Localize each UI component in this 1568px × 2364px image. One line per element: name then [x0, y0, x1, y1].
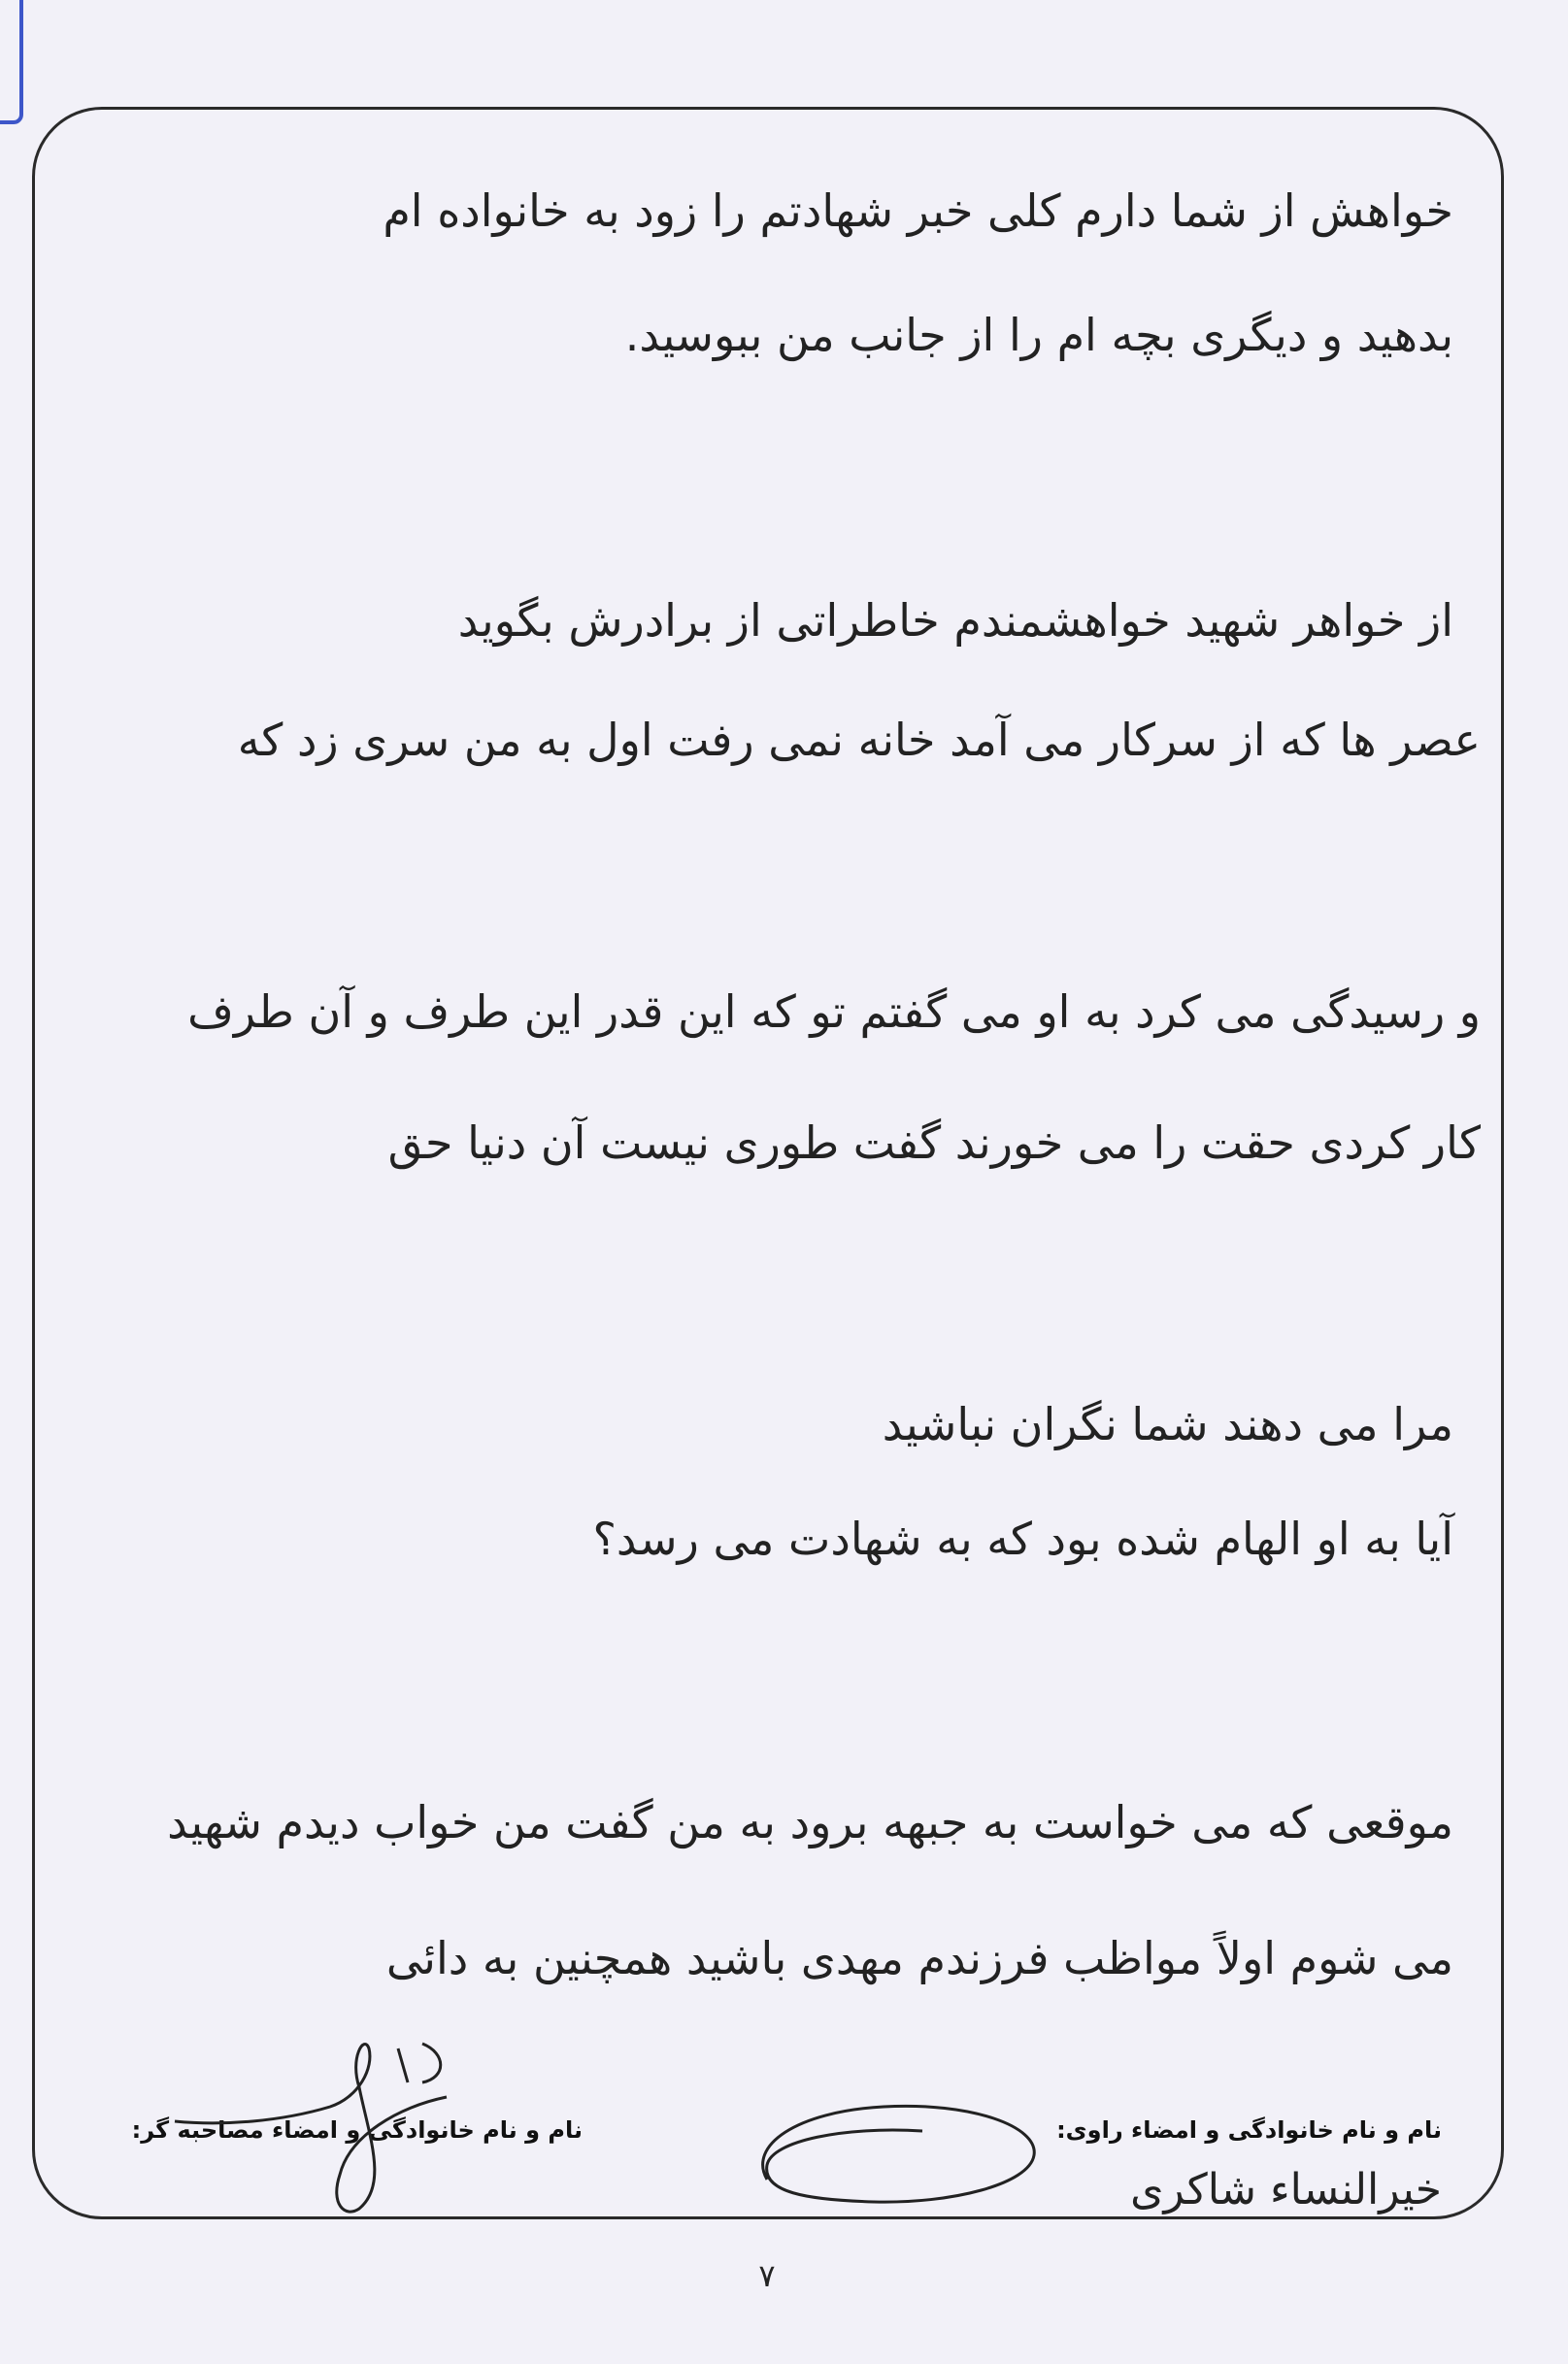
text-line-4: عصر ها که از سرکار می آمد خانه نمی رفت اول به من سری زد که: [237, 714, 1481, 766]
narrator-label: نام و نام خانوادگی و امضاء راوی:: [1056, 2116, 1442, 2144]
page-number: ۷: [758, 2257, 776, 2294]
interviewer-label: نام و نام خانوادگی و امضاء مصاحبه گر:: [131, 2116, 583, 2144]
text-line-1: خواهش از شما دارم کلی خبر شهادتم را زود به خانواده ام: [383, 184, 1453, 237]
text-line-3: از خواهر شهید خواهشمندم خاطراتی از برادرش بگوید: [457, 594, 1453, 647]
text-line-9: موقعی که می خواست به جبهه برود به من گفت من خواب دیدم شهید: [167, 1796, 1453, 1848]
interviewer-signature: [165, 2029, 485, 2223]
text-line-7: مرا می دهند شما نگران نباشید: [882, 1398, 1453, 1450]
narrator-signature: [728, 2087, 1058, 2223]
text-line-6: کار کردی حقت را می خورند گفت طوری نیست آن دنیا حق: [387, 1116, 1481, 1169]
text-line-8: آیا به او الهام شده بود که به شهادت می رسد؟: [592, 1513, 1453, 1565]
text-line-2: بدهید و دیگری بچه ام را از جانب من ببوسید.: [624, 309, 1453, 361]
text-line-10: می شوم اولاً مواظب فرزندم مهدی باشید همچنین به دائی: [385, 1932, 1453, 1984]
text-line-5: و رسیدگی می کرد به او می گفتم تو که این قدر این طرف و آن طرف: [187, 985, 1481, 1038]
blue-corner-mark: [0, 0, 23, 124]
narrator-name: خیرالنساء شاکری: [1130, 2165, 1442, 2214]
